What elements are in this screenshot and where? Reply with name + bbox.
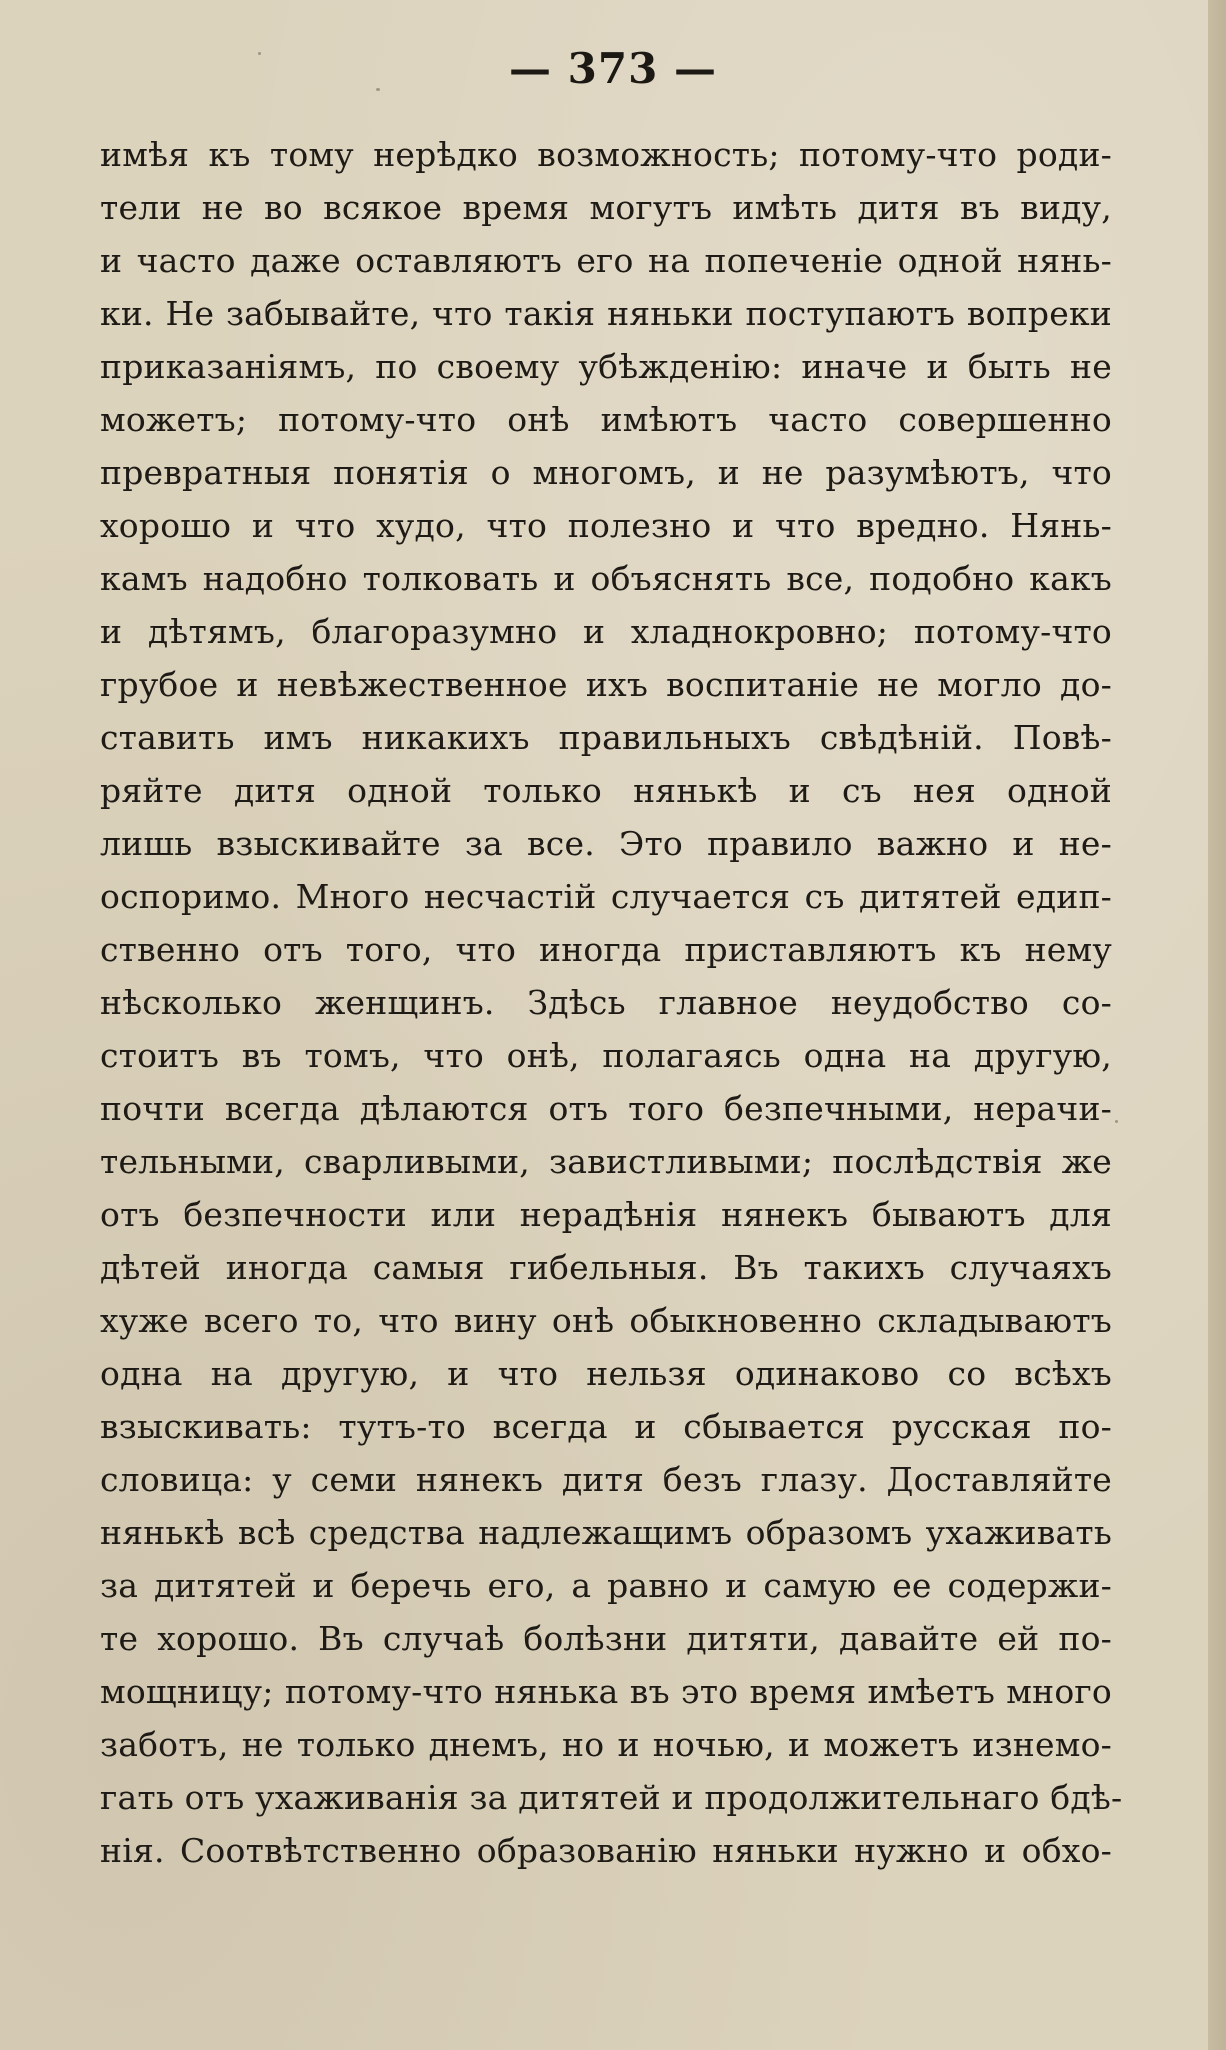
text-line: гать отъ ухаживанія за дитятей и продолжительнаго бдѣ- [100,1778,1123,1817]
text-line: оспоримо. Много несчастій случается съ дитятей едип- [100,877,1112,916]
text-line: хуже всего то, что вину онѣ обыкновенно складываютъ [100,1301,1112,1340]
text-line: отъ безпечности или нерадѣнія нянекъ бываютъ для [100,1195,1112,1234]
text-line: заботъ, не только днемъ, но и ночью, и можетъ изнемо- [100,1725,1112,1764]
text-line: грубое и невѣжественное ихъ воспитаніе не могло до- [100,665,1112,704]
text-line: превратныя понятія о многомъ, и не разумѣютъ, что [100,453,1112,492]
text-line: приказаніямъ, по своему убѣжденію: иначе и быть не [100,347,1112,386]
text-line: словица: у семи нянекъ дитя безъ глазу. Доставляйте [100,1460,1112,1499]
text-line: мощницу; потому-что нянька въ это время имѣетъ много [100,1672,1112,1711]
text-line: дѣтей иногда самыя гибельныя. Въ такихъ случаяхъ [100,1248,1112,1287]
text-line: нянькѣ всѣ средства надлежащимъ образомъ ухаживать [100,1513,1112,1552]
text-line: и часто даже оставляютъ его на попеченіе одной нянь- [100,241,1112,280]
text-line: можетъ; потому-что онѣ имѣютъ часто совершенно [100,400,1112,439]
text-line: нѣсколько женщинъ. Здѣсь главное неудобство со- [100,983,1112,1022]
text-line: одна на другую, и что нельзя одинаково со всѣхъ [100,1354,1112,1393]
text-line: взыскивать: тутъ-то всегда и сбывается русская по- [100,1407,1112,1446]
text-line: почти всегда дѣлаются отъ того безпечными, нерачи- [100,1089,1112,1128]
text-line: и дѣтямъ, благоразумно и хладнокровно; потому-что [100,612,1112,651]
text-line: ставить имъ никакихъ правильныхъ свѣдѣній. Повѣ- [100,718,1112,757]
text-line: имѣя къ тому нерѣдко возможность; потому-что роди- [100,135,1112,174]
text-line: лишь взыскивайте за все. Это правило важно и не- [100,824,1112,863]
text-line: стоитъ въ томъ, что онѣ, полагаясь одна на другую, [100,1036,1112,1075]
text-line: тели не во всякое время могутъ имѣть дитя въ виду, [100,188,1112,227]
text-line: ственно отъ того, что иногда приставляютъ къ нему [100,930,1112,969]
text-line: камъ надобно толковать и объяснять все, подобно какъ [100,559,1112,598]
text-line: ряйте дитя одной только нянькѣ и съ нея одной [100,771,1112,810]
text-line: нія. Соотвѣтственно образованію няньки нужно и обхо- [100,1831,1112,1870]
text-line: хорошо и что худо, что полезно и что вредно. Нянь- [100,506,1112,545]
text-line: ки. Не забывайте, что такія няньки поступаютъ вопреки [100,294,1112,333]
text-line: за дитятей и беречь его, а равно и самую ее содержи- [100,1566,1112,1605]
text-line: тельными, сварливыми, завистливыми; послѣдствія же [100,1142,1112,1181]
page-number: — 373 — [509,44,717,93]
text-line: те хорошо. Въ случаѣ болѣзни дитяти, давайте ей по- [100,1619,1112,1658]
